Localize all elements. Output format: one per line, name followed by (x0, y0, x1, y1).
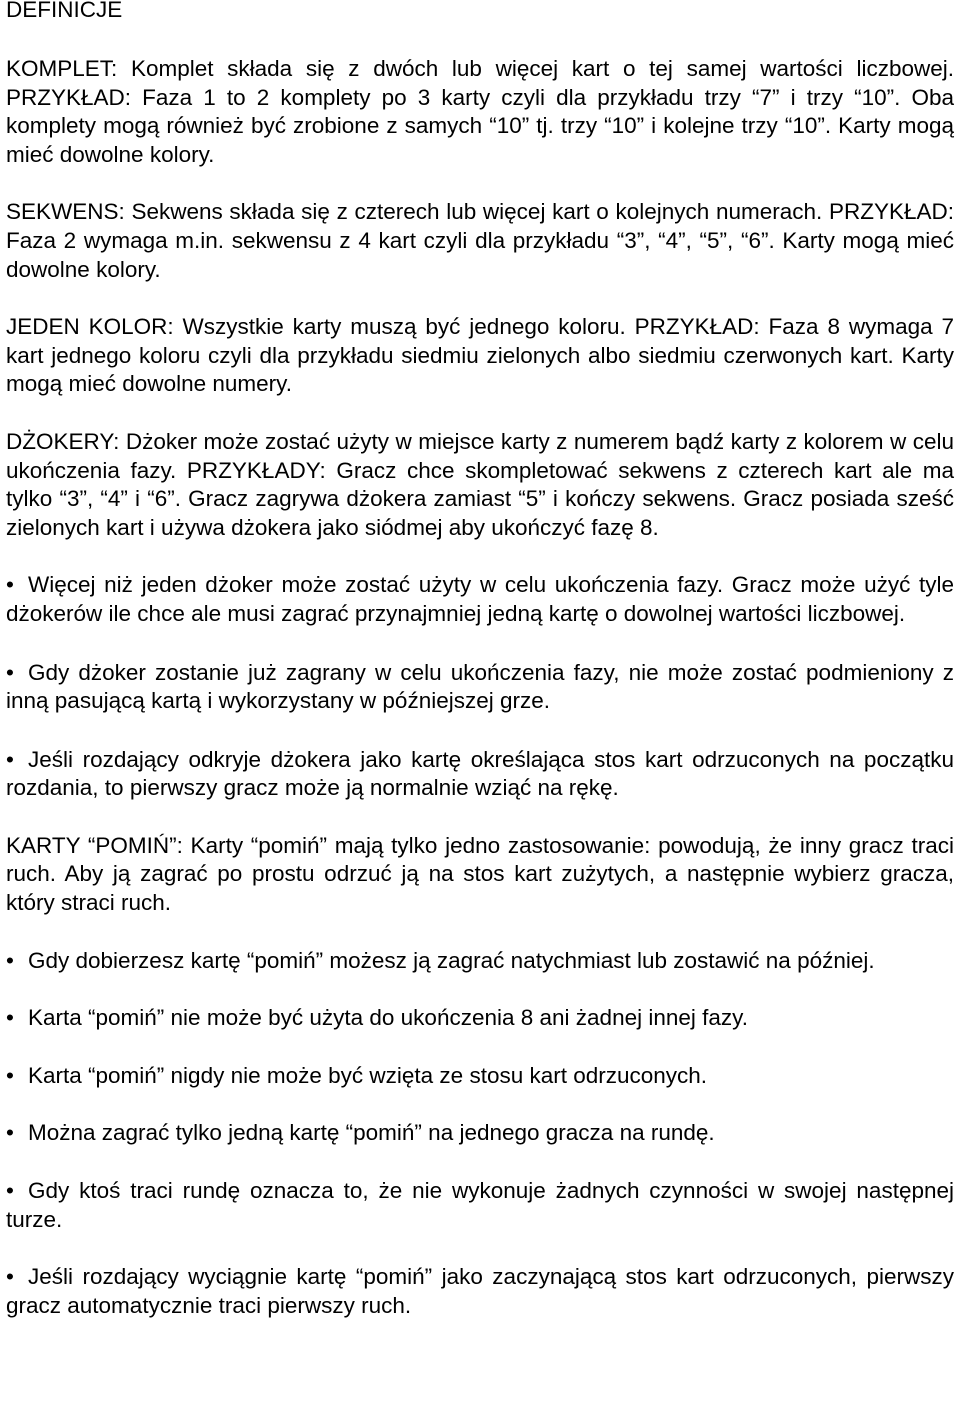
bullet-icon: • (6, 746, 14, 772)
definition-komplet: KOMPLET: Komplet składa się z dwóch lub więcej kart o tej samej wartości liczbowej. PRZYKŁAD: Faza 1 to 2 komplety po 3 karty czyli dla przykładu trzy “7” i trzy “10”. Oba komplety mogą również być zrobione z samych “10” tj. trzy “10” i kolejne trzy “10”. Karty mogą mieć dowolne kolory. (6, 56, 954, 167)
list-item-text: Karta “pomiń” nigdy nie może być wzięta ze stosu kart odrzuconych. (28, 1062, 708, 1088)
document-page (6, 0, 954, 1320)
page-title: DEFINICJE (6, 0, 123, 22)
list-item-text: Gdy dżoker zostanie już zagrany w celu ukończenia fazy, nie może zostać podmieniony z inną pasującą kartą i wykorzystany w późniejszej grze. (6, 659, 954, 714)
list-item-text: Gdy dobierzesz kartę “pomiń” możesz ją zagrać natychmiast lub zostawić na później. (28, 947, 875, 973)
list-item (6, 1004, 954, 1033)
list-item-text: Więcej niż jeden dżoker może zostać użyty w celu ukończenia fazy. Gracz może użyć tyle dżokerów ile chce ale musi zagrać przynajmniej jedną kartę o dowolnej wartości liczbowej. (6, 572, 954, 626)
definition-jokery: DŻOKERY: Dżoker może zostać użyty w miejsce karty z numerem bądź karty z kolorem w celu ukończenia fazy. PRZYKŁADY: Gracz chce skompletować sekwens z czterech kart ale ma tylko “3”, “4” i “6”. Gracz zagrywa dżokera zamiast “5” i kończy sekwens. Gracz posiada sześć zielonych kart i używa dżokera jako siódmej aby ukończyć fazę 8. (6, 428, 954, 540)
bullet-icon: • (6, 1264, 14, 1290)
list-item-text: Jeśli rozdający odkryje dżokera jako kartę określająca stos kart odrzuconych na początku rozdania, to pierwszy gracz może ją normalnie wziąć na rękę. (6, 746, 954, 801)
list-item (6, 1263, 954, 1320)
list-item-text: Karta “pomiń” nie może być użyta do ukończenia 8 ani żadnej innej fazy. (28, 1005, 748, 1031)
definition-jeden-kolor: JEDEN KOLOR: Wszystkie karty muszą być jednego koloru. PRZYKŁAD: Faza 8 wymaga 7 kart jednego koloru czyli dla przykładu siedmiu zielonych albo siedmiu czerwonych kart. Karty mogą mieć dowolne numery. (6, 314, 954, 397)
list-item (6, 947, 954, 976)
definition-karty-pomin: KARTY “POMIŃ”: Karty “pomiń” mają tylko jedno zastosowanie: powodują, że inny gracz traci ruch. Aby ją zagrać po prostu odrzuć ją na stos kart zużytych, a następnie wybierz gracza, który straci ruch. (6, 832, 954, 916)
bullet-icon: • (6, 1178, 14, 1204)
bullet-icon: • (6, 1062, 14, 1088)
list-item (6, 659, 954, 716)
list-item-text: Jeśli rozdający wyciągnie kartę “pomiń” jako zaczynającą stos kart odrzuconych, pierwszy gracz automatycznie traci pierwszy ruch. (6, 1264, 954, 1318)
definition-sekwens: SEKWENS: Sekwens składa się z czterech lub więcej kart o kolejnych numerach. PRZYKŁAD: Faza 2 wymaga m.in. sekwensu z 4 kart czyli dla przykładu “3”, “4”, “5”, “6”. Karty mogą mieć dowolne kolory. (6, 199, 954, 282)
list-item (6, 571, 954, 628)
bullet-icon: • (6, 947, 14, 973)
list-item-text: Można zagrać tylko jedną kartę “pomiń” na jednego gracza na rundę. (28, 1120, 715, 1146)
list-item (6, 1062, 954, 1091)
bullet-icon: • (6, 572, 14, 598)
bullet-icon: • (6, 1120, 14, 1146)
bullet-icon: • (6, 659, 14, 685)
list-item (6, 1119, 954, 1148)
list-item (6, 1177, 954, 1234)
list-item (6, 746, 954, 803)
bullet-icon: • (6, 1005, 14, 1031)
list-item-text: Gdy ktoś traci rundę oznacza to, że nie wykonuje żadnych czynności w swojej następnej turze. (6, 1178, 954, 1232)
